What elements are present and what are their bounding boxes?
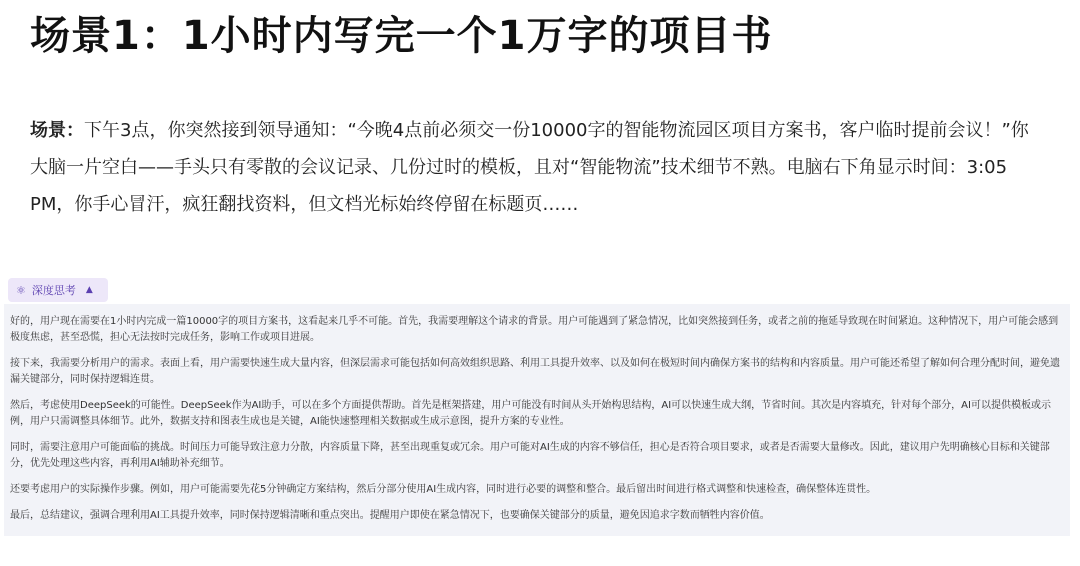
think-paragraph: 然后，考虑使用DeepSeek的可能性。DeepSeek作为AI助手，可以在多个方面提供帮助。首先是框架搭建，用户可能没有时间从头开始构思结构，AI可以快速生成大纲，节省时间。其次是内容填充，针对每个部分，AI可以提供模板或示例，用户只需调整具体细节。此外，数据支持和图表生成也是关键，AI能快速整理相关数据或生成示意图，提升方案的专业性。 [10,400,1051,427]
think-paragraph: 同时，需要注意用户可能面临的挑战。时间压力可能导致注意力分散，内容质量下降，甚至出现重复或冗余。用户可能对AI生成的内容不够信任，担心是否符合项目要求，或者是否需要大量修改。因此，建议用户先明确核心目标和关键部分，优先处理这些内容，再利用AI辅助补充细节。 [10,442,1050,469]
scene-label: 场景： [30,120,84,141]
think-paragraph: 接下来，我需要分析用户的需求。表面上看，用户需要快速生成大量内容，但深层需求可能包括如何高效组织思路、利用工具提升效率、以及如何在极短时间内确保方案书的结构和内容质量。用户可能还希望了解如何合理分配时间，避免遗漏关键部分，同时保持逻辑连贯。 [10,358,1060,385]
think-paragraph: 还要考虑用户的实际操作步骤。例如，用户可能需要先花5分钟确定方案结构，然后分部分使用AI生成内容，同时进行必要的调整和整合。最后留出时间进行格式调整和快速检查，确保整体连贯性。 [10,484,877,495]
chevron-up-icon: ▲ [85,285,93,295]
page-title: 场景1：1小时内写完一个1万字的项目书 [30,13,773,59]
think-paragraph: 最后，总结建议，强调合理利用AI工具提升效率，同时保持逻辑清晰和重点突出。提醒用户即使在紧急情况下，也要确保关键部分的质量，避免因追求字数而牺牲内容价值。 [10,510,770,521]
scene-description [30,112,1030,223]
deep-think-panel [4,304,1070,536]
deep-think-toggle-button[interactable] [8,278,108,302]
deep-think-label: 深度思考 [31,284,76,297]
think-paragraph: 好的，用户现在需要在1小时内完成一篇10000字的项目方案书，这看起来几乎不可能。首先，我需要理解这个请求的背景。用户可能遇到了紧急情况，比如突然接到任务，或者之前的拖延导致现在时间紧迫。这种情况下，用户可能会感到极度焦虑，甚至恐慌，担心无法按时完成任务，影响工作或项目进展。 [10,316,1059,343]
scene-text: 下午3点，你突然接到领导通知：“今晚4点前必须交一份10000字的智能物流园区项目方案书，客户临时提前会议！”你大脑一片空白——手头只有零散的会议记录、几份过时的模板，且对“智能物流”技术细节不熟。电脑右下角显示时间：3:05 PM，你手心冒汗，疯狂翻找资料，但文档光标始终停留在标题页…… [30,120,1029,215]
atom-icon: ⚛ [16,283,26,297]
